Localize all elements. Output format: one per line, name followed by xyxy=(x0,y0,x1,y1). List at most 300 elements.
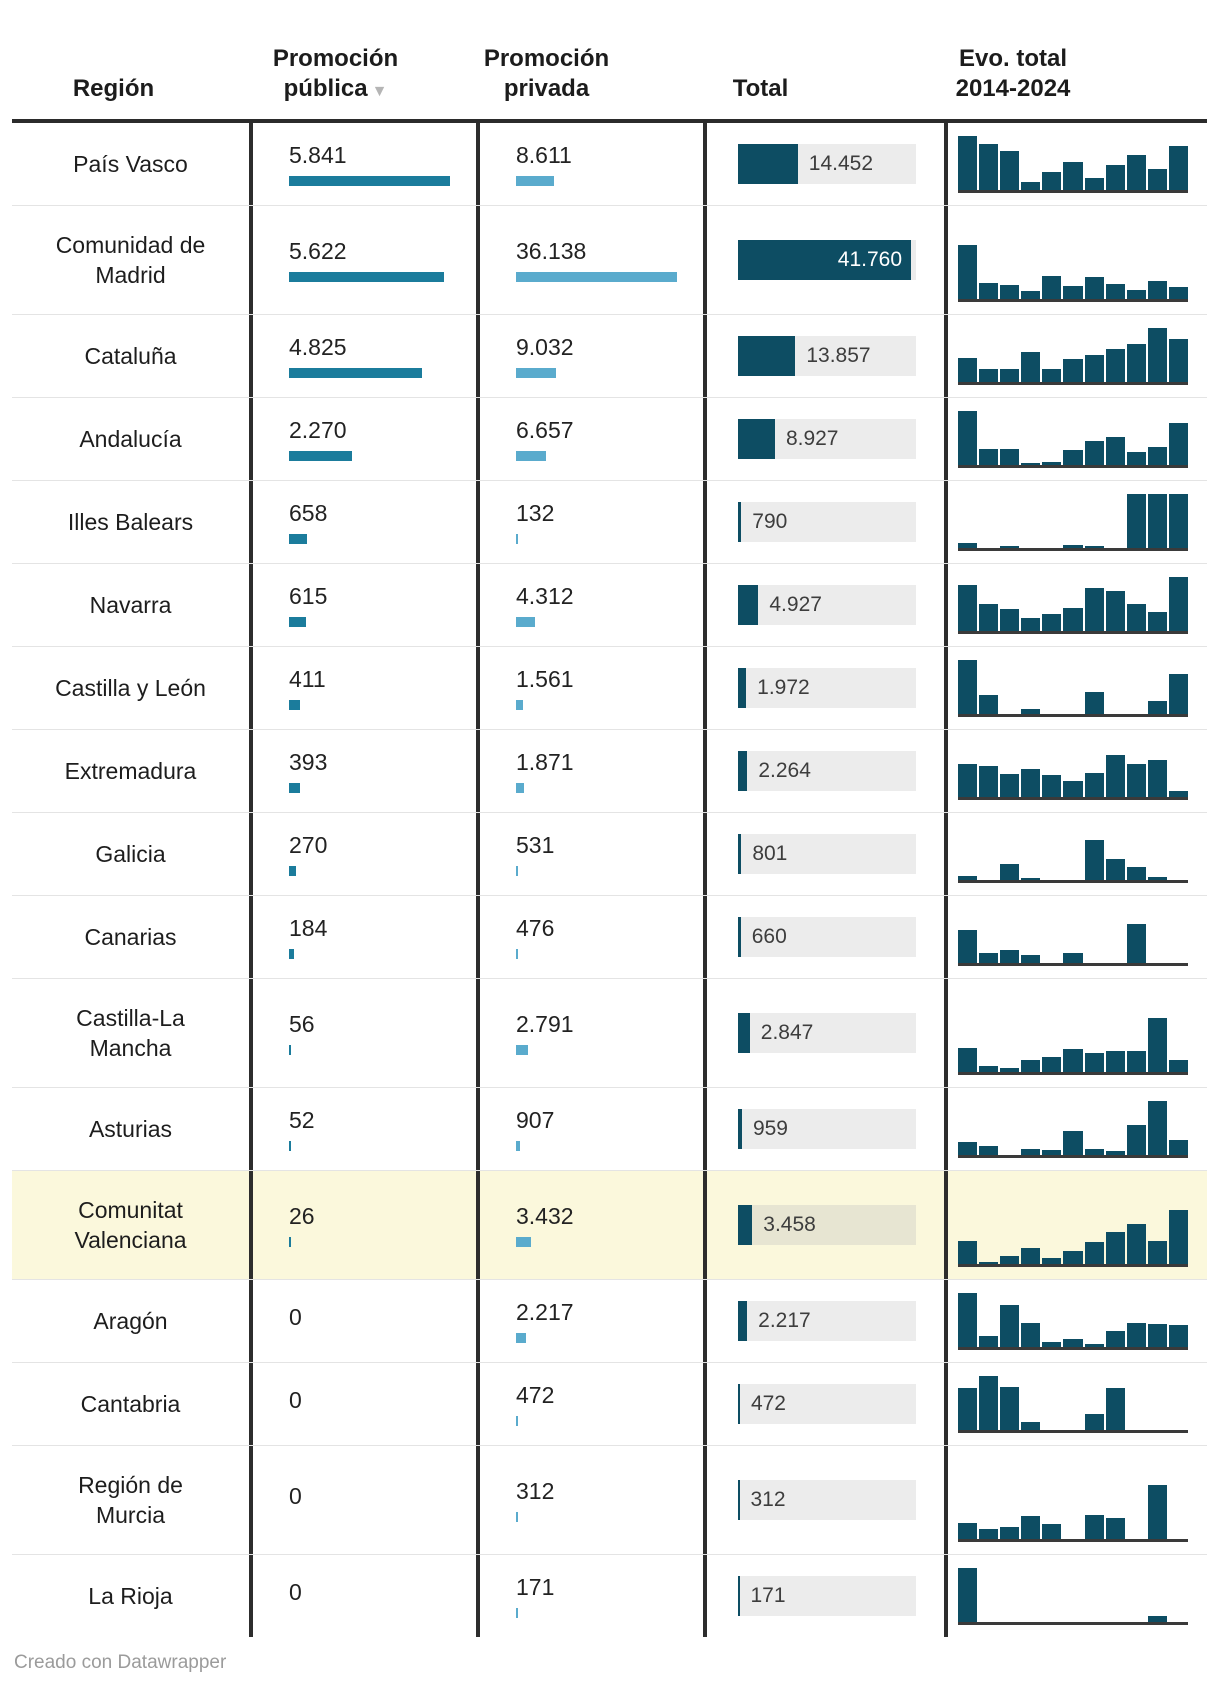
privada-value: 2.791 xyxy=(516,1011,574,1037)
total-value-label: 2.847 xyxy=(760,1021,814,1044)
evo-cell xyxy=(948,1171,1207,1279)
sparkline-bar xyxy=(1042,172,1061,190)
publica-value: 26 xyxy=(289,1203,315,1229)
region-cell xyxy=(12,647,253,729)
privada-value: 171 xyxy=(516,1574,555,1600)
sparkline-bar xyxy=(1106,437,1125,465)
sparkline xyxy=(958,741,1188,800)
privada-value: 36.138 xyxy=(516,238,587,264)
sparkline-bar xyxy=(1042,1342,1061,1347)
public-bar xyxy=(289,866,296,876)
sparkline-bar xyxy=(1063,545,1082,548)
region-cell xyxy=(12,398,253,480)
sparkline-bar xyxy=(958,245,977,299)
table-row xyxy=(12,1445,1207,1554)
sparkline-bar xyxy=(1021,352,1040,382)
table-row xyxy=(12,314,1207,397)
region-label: Canarias xyxy=(84,923,177,950)
total-bar-track xyxy=(738,1013,916,1053)
total-cell xyxy=(707,979,948,1087)
public-bar xyxy=(289,700,300,710)
sparkline-bar xyxy=(1021,769,1040,797)
private-bar xyxy=(516,534,518,544)
column-header-total[interactable] xyxy=(640,74,881,119)
sparkline-bar xyxy=(979,144,998,190)
evo-cell xyxy=(948,979,1207,1087)
sparkline-bar xyxy=(1085,355,1104,382)
privada-cell xyxy=(480,315,707,397)
sparkline-bar xyxy=(979,766,998,797)
sparkline-bar xyxy=(1063,608,1082,631)
table-row xyxy=(12,895,1207,978)
evo-cell xyxy=(948,813,1207,895)
total-value-label: 959 xyxy=(752,1117,788,1140)
privada-cell xyxy=(480,481,707,563)
sparkline-bar xyxy=(1021,291,1040,299)
total-bar-fill xyxy=(738,336,795,376)
sparkline-baseline xyxy=(958,880,1188,883)
total-cell xyxy=(707,315,948,397)
total-bar-fill xyxy=(738,917,741,957)
total-bar-track xyxy=(738,1480,916,1520)
sparkline-bar xyxy=(979,1066,998,1072)
region-label: La Rioja xyxy=(88,1582,173,1609)
sparkline-bar xyxy=(1000,151,1019,190)
sparkline xyxy=(958,1208,1188,1267)
total-bar-track xyxy=(738,668,916,708)
private-bar xyxy=(516,617,535,627)
sort-desc-icon: ▼ xyxy=(371,83,388,101)
private-bar xyxy=(516,1416,518,1426)
sparkline-bar xyxy=(1127,924,1146,963)
sparkline-bar xyxy=(1042,775,1061,797)
total-bar-track xyxy=(738,834,916,874)
sparkline-bar xyxy=(1085,1344,1104,1347)
region-cell xyxy=(12,1363,253,1445)
total-cell xyxy=(707,1446,948,1554)
sparkline-bar xyxy=(1042,1524,1061,1539)
total-bar-track xyxy=(738,240,916,280)
sparkline-bar xyxy=(1000,1068,1019,1072)
total-bar-fill xyxy=(738,668,746,708)
publica-value: 0 xyxy=(289,1579,302,1605)
sparkline-bar xyxy=(1063,450,1082,465)
table-row xyxy=(12,1087,1207,1170)
evo-cell xyxy=(948,647,1207,729)
evo-cell xyxy=(948,896,1207,978)
total-value-label: 14.452 xyxy=(808,152,874,175)
region-cell xyxy=(12,1446,253,1554)
sparkline xyxy=(958,575,1188,634)
evo-cell xyxy=(948,1280,1207,1362)
public-bar xyxy=(289,1237,291,1247)
sparkline xyxy=(958,1566,1188,1625)
sparkline-bar xyxy=(1085,441,1104,465)
publica-value: 0 xyxy=(289,1304,302,1330)
privada-cell xyxy=(480,206,707,314)
privada-cell xyxy=(480,564,707,646)
publica-value: 5.841 xyxy=(289,142,347,168)
sparkline-baseline xyxy=(958,190,1188,193)
sparkline xyxy=(958,1483,1188,1542)
sparkline-bar xyxy=(979,1262,998,1265)
sparkline-baseline xyxy=(958,1430,1188,1433)
sparkline-bar xyxy=(1169,339,1188,382)
sparkline-bar xyxy=(979,449,998,465)
publica-cell xyxy=(253,1171,480,1279)
public-bar xyxy=(289,617,306,627)
table-row xyxy=(12,812,1207,895)
privada-value: 312 xyxy=(516,1478,555,1504)
publica-cell xyxy=(253,398,480,480)
sparkline-bar xyxy=(1042,462,1061,465)
column-header-region[interactable] xyxy=(0,74,234,119)
privada-cell xyxy=(480,730,707,812)
public-bar xyxy=(289,1141,291,1151)
column-header-publica-line1: Promoción xyxy=(272,44,399,72)
publica-cell xyxy=(253,1280,480,1362)
privada-cell xyxy=(480,1171,707,1279)
region-label: Castilla y León xyxy=(55,674,206,701)
credit-line xyxy=(14,1652,226,1674)
sparkline-bar xyxy=(958,585,977,631)
region-cell xyxy=(12,979,253,1087)
sparkline-bar xyxy=(1042,1150,1061,1155)
sparkline-bars xyxy=(958,741,1188,797)
publica-cell xyxy=(253,123,480,205)
total-bar-track xyxy=(738,1109,916,1149)
evo-cell xyxy=(948,123,1207,205)
sparkline-bar xyxy=(1148,612,1167,631)
sparkline-bar xyxy=(1085,546,1104,549)
total-bar-fill xyxy=(738,1576,740,1616)
region-label: Castilla-La Mancha xyxy=(76,1004,185,1061)
total-bar-fill xyxy=(738,502,741,542)
sparkline-bars xyxy=(958,1374,1188,1430)
sparkline-bar xyxy=(1085,773,1104,797)
sparkline-bar xyxy=(979,1336,998,1347)
sparkline-bar xyxy=(1148,1616,1167,1622)
sparkline-bar xyxy=(958,764,977,797)
publica-cell xyxy=(253,1555,480,1637)
sparkline-bar xyxy=(1148,877,1167,880)
sparkline-bar xyxy=(979,1529,998,1539)
datawrapper-credit-link[interactable]: Creado con Datawrapper xyxy=(14,1652,227,1673)
sparkline-bar xyxy=(979,369,998,383)
region-cell xyxy=(12,315,253,397)
column-header-privada-line1: Promoción xyxy=(483,44,610,72)
sparkline-bars xyxy=(958,326,1188,382)
privada-value: 2.217 xyxy=(516,1299,574,1325)
sparkline-bar xyxy=(1063,1131,1082,1155)
sparkline-bar xyxy=(1106,859,1125,880)
privada-cell xyxy=(480,123,707,205)
sparkline-bar xyxy=(1085,1242,1104,1264)
region-cell xyxy=(12,206,253,314)
private-bar xyxy=(516,949,518,959)
sparkline-bar xyxy=(1106,1051,1125,1072)
sparkline-bar xyxy=(1000,950,1019,964)
private-bar xyxy=(516,451,546,461)
sparkline-bar xyxy=(1021,1248,1040,1264)
privada-cell xyxy=(480,1088,707,1170)
sparkline-bar xyxy=(1063,953,1082,963)
column-header-privada[interactable] xyxy=(433,44,660,119)
total-bar-track xyxy=(738,585,916,625)
sparkline-bar xyxy=(1000,1387,1019,1430)
total-bar-fill xyxy=(738,419,775,459)
sparkline-bar xyxy=(1000,285,1019,299)
sparkline-bar xyxy=(1021,463,1040,466)
sparkline-bar xyxy=(958,358,977,382)
total-value-label: 801 xyxy=(752,842,788,865)
sparkline-bar xyxy=(1127,344,1146,382)
sparkline-bar xyxy=(1127,494,1146,548)
sparkline-baseline xyxy=(958,631,1188,634)
sparkline xyxy=(958,1016,1188,1075)
sparkline-bar xyxy=(1063,1339,1082,1347)
privada-value: 1.561 xyxy=(516,666,574,692)
sparkline-bar xyxy=(1148,281,1167,299)
sparkline-bar xyxy=(1063,1049,1082,1072)
sparkline-bar xyxy=(1021,182,1040,190)
private-bar xyxy=(516,1045,528,1055)
private-bar xyxy=(516,1608,518,1618)
sparkline xyxy=(958,658,1188,717)
total-bar-track xyxy=(738,917,916,957)
sparkline-bar xyxy=(979,695,998,714)
total-cell xyxy=(707,1088,948,1170)
sparkline-bar xyxy=(979,604,998,631)
total-value-label: 2.217 xyxy=(758,1309,811,1332)
privada-cell xyxy=(480,979,707,1087)
public-bar xyxy=(289,176,450,186)
region-cell xyxy=(12,564,253,646)
sparkline xyxy=(958,1291,1188,1350)
total-value-label: 3.458 xyxy=(763,1213,816,1236)
sparkline-bar xyxy=(1000,864,1019,880)
private-bar xyxy=(516,1141,520,1151)
region-cell xyxy=(12,1280,253,1362)
sparkline-bar xyxy=(1148,169,1167,190)
sparkline-bar xyxy=(1021,1323,1040,1347)
sparkline-bar xyxy=(1169,577,1188,631)
sparkline-bar xyxy=(1106,591,1125,632)
sparkline-bar xyxy=(1042,1057,1061,1072)
sparkline-bar xyxy=(958,136,977,190)
sparkline-bar xyxy=(979,283,998,299)
total-cell xyxy=(707,730,948,812)
sparkline-baseline xyxy=(958,1072,1188,1075)
privada-value: 3.432 xyxy=(516,1203,574,1229)
total-bar-fill xyxy=(738,1384,740,1424)
sparkline-bar xyxy=(1042,1258,1061,1264)
region-label: Extremadura xyxy=(64,757,197,784)
total-value-label: 660 xyxy=(751,925,787,948)
total-bar-track xyxy=(738,144,916,184)
sparkline-bar xyxy=(1106,1331,1125,1347)
table-row xyxy=(12,646,1207,729)
sparkline-bar xyxy=(1106,349,1125,382)
sparkline-bar xyxy=(979,953,998,963)
region-label: Aragón xyxy=(93,1307,168,1334)
total-cell xyxy=(707,564,948,646)
sparkline-bar xyxy=(1148,447,1167,465)
private-bar xyxy=(516,176,554,186)
sparkline-bar xyxy=(1127,604,1146,631)
sparkline-bar xyxy=(1148,1018,1167,1072)
sparkline-bar xyxy=(1127,764,1146,797)
privada-value: 907 xyxy=(516,1107,555,1133)
evo-cell xyxy=(948,1363,1207,1445)
privada-value: 4.312 xyxy=(516,583,574,609)
sparkline-bar xyxy=(1169,1060,1188,1072)
privada-cell xyxy=(480,1446,707,1554)
column-header-total-label: Total xyxy=(732,75,789,103)
private-bar xyxy=(516,368,556,378)
evo-cell xyxy=(948,315,1207,397)
sparkline-bar xyxy=(1085,1414,1104,1430)
sparkline-bars xyxy=(958,1016,1188,1072)
sparkline-bar xyxy=(1063,162,1082,190)
total-value-label: 171 xyxy=(750,1584,786,1607)
public-bar xyxy=(289,272,444,282)
privada-cell xyxy=(480,813,707,895)
sparkline-bar xyxy=(958,1523,977,1539)
column-header-privada-line2: privada xyxy=(503,75,590,103)
publica-value: 615 xyxy=(289,583,328,609)
total-bar-track xyxy=(738,751,916,791)
sparkline-bar xyxy=(958,543,977,548)
sparkline-bar xyxy=(1085,692,1104,714)
sparkline-bar xyxy=(1000,369,1019,383)
public-bar xyxy=(289,1045,291,1055)
sparkline-bars xyxy=(958,134,1188,190)
total-value-label: 2.264 xyxy=(758,759,811,782)
region-label: Comunitat Valenciana xyxy=(74,1196,187,1253)
privada-value: 1.871 xyxy=(516,749,574,775)
region-label: Andalucía xyxy=(79,425,182,452)
sparkline-bar xyxy=(958,930,977,963)
column-header-evo-line1: Evo. total xyxy=(958,44,1067,72)
sparkline-bar xyxy=(1106,1232,1125,1264)
sparkline-bars xyxy=(958,907,1188,963)
publica-cell xyxy=(253,481,480,563)
evo-cell xyxy=(948,564,1207,646)
sparkline-bar xyxy=(1169,1210,1188,1264)
sparkline-bar xyxy=(1000,546,1019,549)
sparkline-bar xyxy=(1000,774,1019,797)
privada-value: 476 xyxy=(516,915,555,941)
sparkline-bar xyxy=(1106,1518,1125,1539)
table-header xyxy=(0,0,1220,119)
total-bar-fill xyxy=(738,1109,742,1149)
private-bar xyxy=(516,1237,531,1247)
table-row xyxy=(12,1554,1207,1637)
private-bar xyxy=(516,866,518,876)
sparkline-bars xyxy=(958,824,1188,880)
publica-value: 270 xyxy=(289,832,328,858)
sparkline-baseline xyxy=(958,1347,1188,1350)
region-label: Asturias xyxy=(88,1115,173,1142)
sparkline-bar xyxy=(1021,1149,1040,1155)
sparkline-bars xyxy=(958,1483,1188,1539)
sparkline-bar xyxy=(1085,840,1104,881)
sparkline-bar xyxy=(1127,867,1146,881)
sparkline-bar xyxy=(1106,755,1125,797)
sparkline-bar xyxy=(1106,1388,1125,1430)
sparkline-baseline xyxy=(958,1264,1188,1267)
region-cell xyxy=(12,813,253,895)
table-row xyxy=(12,563,1207,646)
privada-cell xyxy=(480,896,707,978)
sparkline-bar xyxy=(1148,1324,1167,1347)
sparkline-bar xyxy=(1063,359,1082,382)
column-header-publica[interactable] xyxy=(222,44,449,119)
sparkline-bar xyxy=(1021,955,1040,963)
privada-value: 132 xyxy=(516,500,555,526)
sparkline-bar xyxy=(958,1048,977,1072)
public-bar xyxy=(289,534,307,544)
total-cell xyxy=(707,481,948,563)
publica-cell xyxy=(253,1446,480,1554)
privada-cell xyxy=(480,398,707,480)
sparkline-bar xyxy=(1148,1485,1167,1539)
sparkline-bar xyxy=(1021,1060,1040,1072)
publica-value: 0 xyxy=(289,1483,302,1509)
total-value-label: 1.972 xyxy=(757,676,810,699)
sparkline-bars xyxy=(958,492,1188,548)
total-value-label: 13.857 xyxy=(806,344,871,367)
region-label: Galicia xyxy=(95,840,166,867)
table-body xyxy=(12,119,1207,1637)
sparkline-bar xyxy=(1085,588,1104,631)
sparkline-bar xyxy=(1127,1323,1146,1347)
sparkline-bar xyxy=(1085,277,1104,299)
column-header-evo[interactable] xyxy=(877,44,1149,119)
region-label: Región de Murcia xyxy=(78,1471,183,1528)
table-row xyxy=(12,729,1207,812)
public-bar xyxy=(289,783,300,793)
sparkline-bar xyxy=(1021,709,1040,714)
publica-cell xyxy=(253,1088,480,1170)
publica-value: 184 xyxy=(289,915,328,941)
publica-cell xyxy=(253,896,480,978)
sparkline-bar xyxy=(958,1293,977,1347)
sparkline-bar xyxy=(1169,146,1188,190)
private-bar xyxy=(516,272,677,282)
sparkline-bar xyxy=(1127,1125,1146,1155)
sparkline-bar xyxy=(1042,614,1061,631)
sparkline-bar xyxy=(1063,781,1082,797)
sparkline-bar xyxy=(1148,760,1167,797)
region-cell xyxy=(12,730,253,812)
total-bar-fill xyxy=(738,751,747,791)
sparkline-bars xyxy=(958,1099,1188,1155)
sparkline-bars xyxy=(958,1291,1188,1347)
evo-cell xyxy=(948,1088,1207,1170)
publica-value: 411 xyxy=(289,666,326,692)
publica-cell xyxy=(253,315,480,397)
sparkline-baseline xyxy=(958,1622,1188,1625)
publica-value: 56 xyxy=(289,1011,315,1037)
privada-cell xyxy=(480,1363,707,1445)
sparkline-bar xyxy=(1127,290,1146,299)
sparkline xyxy=(958,824,1188,883)
sparkline-bar xyxy=(1148,1101,1167,1155)
sparkline-baseline xyxy=(958,465,1188,468)
sparkline xyxy=(958,907,1188,966)
